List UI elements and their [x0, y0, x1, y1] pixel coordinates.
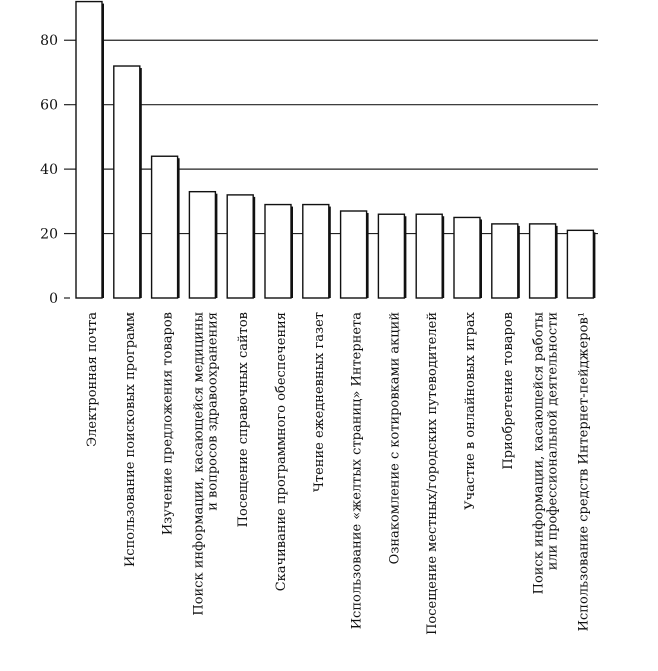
bar — [303, 205, 329, 298]
category-label-line: Участие в онлайновых играх — [463, 312, 478, 510]
category-label — [274, 312, 289, 591]
category-label — [350, 312, 365, 630]
category-label — [191, 312, 220, 616]
category-label — [576, 312, 591, 631]
category-label-line: Изучение предложения товаров — [160, 312, 176, 536]
category-label-line: Поиск информации, касающейся работы — [531, 312, 547, 595]
category-label — [85, 312, 100, 447]
category-labels — [85, 311, 591, 635]
bar — [492, 224, 518, 298]
y-tick-label: 40 — [40, 162, 58, 179]
y-axis — [40, 33, 70, 307]
category-label — [312, 312, 327, 492]
category-label-line: или профессиональной деятельности — [545, 312, 561, 571]
category-label-line: Использование средств Интернет-пейджеров¹ — [576, 312, 592, 632]
y-tick-label: 60 — [40, 97, 58, 114]
bar — [265, 205, 291, 298]
category-label-line: и вопросов здравоохранения — [205, 312, 221, 511]
category-label-line: Посещение местных/городских путеводителей — [425, 312, 441, 635]
bar — [378, 214, 404, 298]
y-tick-label: 0 — [49, 291, 58, 307]
bar — [454, 217, 480, 298]
bar — [341, 211, 367, 298]
category-label-line: Поиск информации, касающейся медицины — [191, 312, 207, 616]
bars — [76, 2, 595, 298]
category-label-line: Использование «желтых страниц» Интернета — [349, 312, 365, 630]
category-label — [387, 312, 402, 564]
bar — [114, 66, 140, 298]
category-label — [161, 312, 176, 535]
category-label — [425, 312, 440, 635]
y-tick-label: 20 — [40, 226, 58, 243]
bar — [530, 224, 556, 298]
category-label — [501, 312, 516, 470]
category-label — [532, 312, 561, 594]
category-label-line: Скачивание программного обеспечения — [274, 312, 289, 592]
category-label — [463, 311, 478, 509]
category-label-line: Чтение ежедневных газет — [311, 312, 327, 493]
bar — [416, 214, 442, 298]
bar — [227, 195, 253, 298]
bar — [152, 156, 178, 298]
bar — [76, 2, 102, 298]
category-label-line: Приобретение товаров — [500, 312, 516, 470]
category-label — [123, 312, 138, 567]
gridlines — [70, 40, 598, 233]
category-label-line: Посещение справочных сайтов — [236, 312, 252, 528]
y-tick-label: 80 — [40, 33, 58, 50]
bar — [567, 230, 593, 298]
category-label-line: Электронная почта — [85, 312, 100, 447]
category-label-line: Ознакомление с котировками акций — [387, 312, 403, 565]
bar — [189, 192, 215, 298]
category-label — [236, 312, 251, 527]
category-label-line: Использование поисковых программ — [122, 312, 138, 568]
